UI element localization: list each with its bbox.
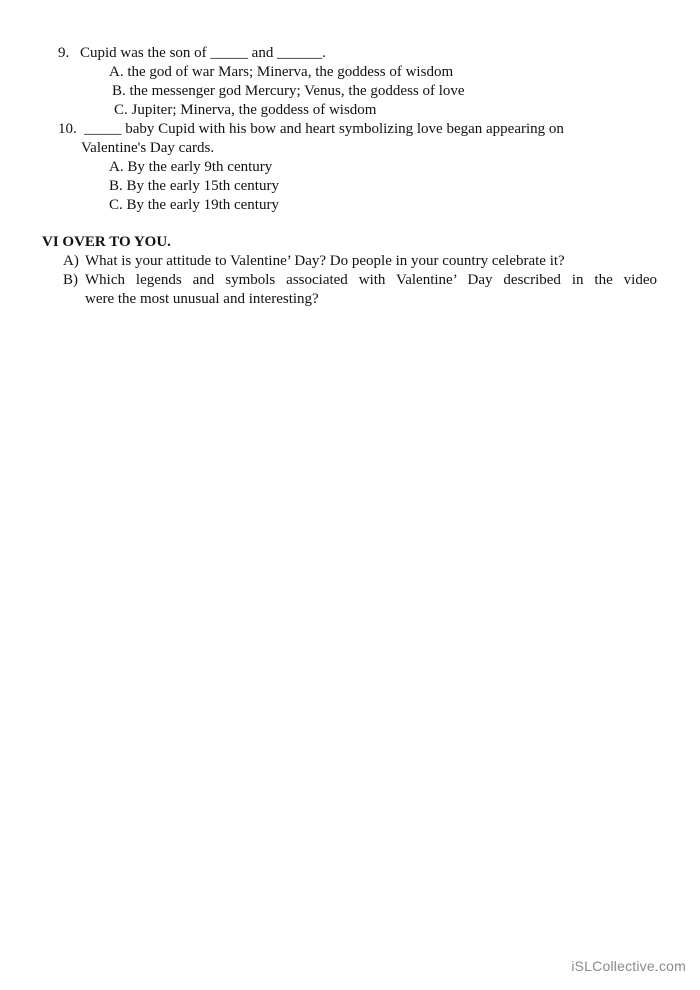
question-10-option-a: A. By the early 9th century	[109, 159, 273, 175]
question-10-stem-line1: _____ baby Cupid with his bow and heart symbolizing love began appearing on	[84, 121, 564, 137]
question-10-number: 10.	[58, 121, 77, 137]
question-9-number: 9.	[58, 45, 70, 61]
question-10-stem-line2: Valentine's Day cards.	[81, 140, 215, 156]
item-b-text-line2: were the most unusual and interesting?	[85, 291, 319, 307]
question-9-option-a: A. the god of war Mars; Minerva, the goddess of wisdom	[109, 64, 454, 80]
question-9-option-b: B. the messenger god Mercury; Venus, the goddess of love	[112, 83, 465, 99]
item-a-text: What is your attitude to Valentine’ Day? Do people in your country celebrate it?	[85, 253, 565, 269]
item-b-text-line1: Which legends and symbols associated with Valentine’ Day described in the video	[85, 272, 657, 288]
question-10-option-b: B. By the early 15th century	[109, 178, 279, 194]
section-title: VI OVER TO YOU.	[42, 234, 171, 250]
item-a-label: A)	[63, 253, 79, 269]
question-10-option-c: C. By the early 19th century	[109, 197, 279, 213]
site-watermark: iSLCollective.com	[571, 958, 686, 974]
question-9-option-c: C. Jupiter; Minerva, the goddess of wisdom	[114, 102, 377, 118]
question-9-stem: Cupid was the son of _____ and ______.	[80, 45, 326, 61]
item-b-label: B)	[63, 272, 78, 288]
